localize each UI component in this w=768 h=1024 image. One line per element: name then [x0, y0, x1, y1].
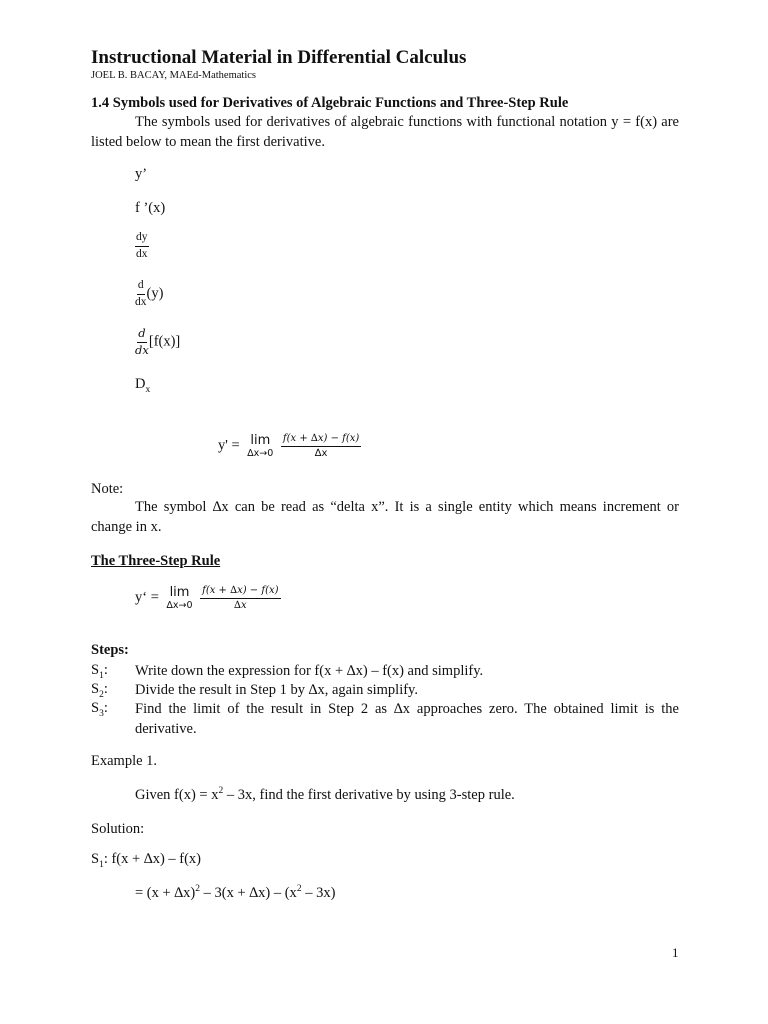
step-letter: S: [91, 662, 100, 678]
expansion-part: – 3x): [301, 885, 336, 901]
solution-expansion: [135, 885, 335, 902]
intro-paragraph: [91, 112, 679, 152]
step-letter: S: [91, 700, 100, 716]
fraction-numerator: dy: [135, 232, 149, 247]
example-text-rest: – 3x, find the first derivative by using 3-step rule.: [223, 787, 515, 803]
symbol-f-prime: f ’(x): [135, 200, 166, 216]
solution-step-1: [91, 851, 201, 868]
step-letter: S: [91, 851, 100, 867]
section-heading: 1.4 Symbols used for Derivatives of Algebraic Functions and Three-Step Rule: [91, 95, 569, 111]
step-number: 1: [99, 670, 104, 681]
symbol-y-prime: y’: [135, 166, 148, 182]
formula-denominator: ∆x: [314, 447, 328, 459]
example-text: Given f(x) = x: [135, 787, 219, 803]
formula-lhs: y‘ =: [135, 589, 159, 606]
document-title: Instructional Material in Differential Calculus: [91, 47, 467, 68]
formula-denominator: ∆x: [234, 599, 247, 611]
fraction-denominator: dx: [135, 342, 149, 357]
symbol-dy-dx: [135, 232, 149, 260]
limit-operator: lim: [250, 433, 271, 448]
formula-numerator: f(x + ∆x) − f(x): [200, 586, 280, 599]
step-1-text: Write down the expression for f(x + ∆x) – f(x) and simplify.: [135, 663, 484, 679]
three-step-formula: [135, 585, 281, 611]
step-colon: :: [103, 700, 108, 716]
step-3-label: [91, 700, 108, 717]
symbol-d-dx-y: [135, 280, 163, 308]
operator-argument: [f(x)]: [148, 333, 181, 350]
fraction-denominator: dx: [135, 295, 147, 308]
author-line: JOEL B. BACAY, MAEd-Mathematics: [91, 70, 256, 81]
limit-subscript: ∆x→0: [166, 600, 193, 611]
step-2-text: Divide the result in Step 1 by ∆x, again simplify.: [135, 682, 418, 698]
exponent: 2: [218, 786, 224, 797]
example-label: Example 1.: [91, 753, 158, 769]
three-step-heading: The Three-Step Rule: [91, 553, 221, 569]
intro-text: The symbols used for derivatives of algebraic functions with functional notation y = f(x) are listed below to mean the first derivative.: [91, 114, 679, 150]
limit-subscript: ∆x→0: [247, 448, 274, 459]
exponent: 2: [195, 884, 201, 895]
fraction-numerator: d: [137, 328, 146, 343]
symbol-subscript: x: [145, 384, 151, 395]
step-colon: :: [103, 662, 108, 678]
step-number: 3: [99, 708, 104, 719]
step-2-label: [91, 681, 108, 698]
fraction-denominator: dx: [136, 247, 148, 260]
step-letter: S: [91, 681, 100, 697]
step-number: 2: [99, 689, 104, 700]
formula-lhs: y' =: [218, 437, 240, 454]
fraction-numerator: d: [137, 280, 145, 295]
note-text: The symbol ∆x can be read as “delta x”. It is a single entity which means increment or change in x.: [91, 499, 679, 535]
step-3-text: Find the limit of the result in Step 2 as ∆x approaches zero. The obtained limit is the derivative.: [135, 701, 679, 737]
limit-operator: lim: [169, 585, 190, 600]
solution-label: Solution:: [91, 821, 145, 837]
example-statement: [135, 787, 515, 804]
exponent: 2: [296, 884, 302, 895]
symbol-dx-operator: [135, 376, 150, 393]
note-paragraph: [91, 497, 679, 537]
step-colon: :: [103, 681, 108, 697]
formula-numerator: f(x + ∆x) − f(x): [281, 434, 361, 447]
symbol-main: D: [135, 376, 146, 392]
note-label: Note:: [91, 481, 124, 497]
operator-argument: (y): [146, 285, 164, 302]
symbol-d-dx-fx: [135, 328, 180, 356]
step-1-label: [91, 662, 108, 679]
solution-expression: : f(x + ∆x) – f(x): [103, 851, 202, 867]
expansion-part: = (x + ∆x): [135, 885, 196, 901]
step-number: 1: [99, 859, 104, 870]
expansion-part: – 3(x + ∆x) – (x: [200, 885, 297, 901]
page-number: 1: [672, 945, 679, 960]
steps-label: Steps:: [91, 642, 129, 658]
derivative-limit-formula: [218, 433, 361, 459]
